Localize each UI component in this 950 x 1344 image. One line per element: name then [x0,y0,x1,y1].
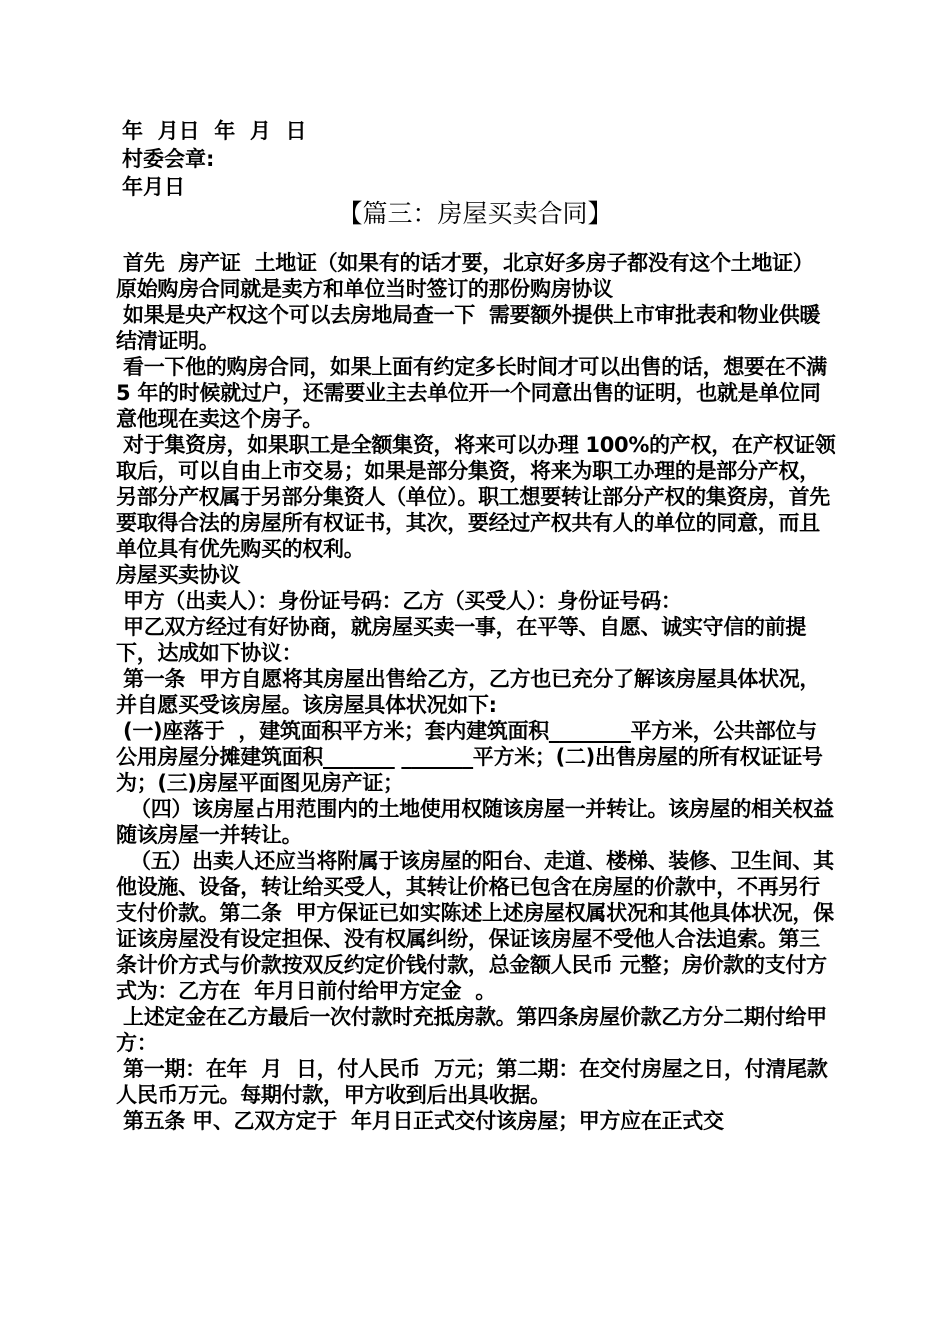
paragraph: 上述定金在乙方最后一次付款时充抵房款。第四条房屋价款乙方分二期付给甲方： [116,1005,827,1055]
paragraph: 首先 房产证 土地证（如果有的话才要，北京好多房子都没有这个土地证） 原始购房合同就是卖方和单位当时签订的那份购房协议 [116,251,828,301]
village-committee-seal-line: 村委会章: [122,147,215,171]
paragraph: 第五条 甲、乙双方定于 年月日正式交付该房屋；甲方应在正式交 [116,1109,724,1133]
agreement-heading: 房屋买卖协议 [116,563,241,587]
paragraph: 第一条 甲方自愿将其房屋出售给乙方，乙方也已充分了解该房屋具体状况，并自愿买受该房屋。该房屋具体状况如下: [116,667,821,717]
paragraph: 如果是央产权这个可以去房地局查一下 需要额外提供上市审批表和物业供暖结清证明。 [116,303,821,353]
contract-body [116,250,836,1134]
paragraph: 看一下他的购房合同，如果上面有约定多长时间才可以出售的话，想要在不满 5 年的时候就过户，还需要业主去单位开一个同意出售的证明，也就是单位同意他现在卖这个房子。 [116,355,834,431]
date-line: 年月日 [122,175,185,199]
paragraph: 甲方（出卖人）：身份证号码：乙方（买受人）：身份证号码： [116,589,682,613]
paragraph: (一)座落于 ，建筑面积平方米；套内建筑面积________平方米，公共部位与公用房屋分摊建筑面积_______ _______平方米；(二)出售房屋的所有权证证号为；(三)房屋平面图见房产证； [116,719,823,795]
date-signature-line: 年 月日 年 月 日 [122,119,307,143]
paragraph: 第一期：在年 月 日，付人民币 万元；第二期：在交付房屋之日，付清尾款人民币万元。每期付款，甲方收到后出具收据。 [116,1057,828,1107]
paragraph: 对于集资房，如果职工是全额集资，将来可以办理 100%的产权，在产权证领取后，可以自由上市交易；如果是部分集资，将来为职工办理的是部分产权，另部分产权属于另部分集资人（单位）。职工想要转让部分产权的集资房，首先要取得合法的房屋所有权证书，其次，要经过产权共有人的单位的同意，而且单位具有优先购买的权利。 [116,433,836,561]
paragraph: 甲乙双方经过有好协商，就房屋买卖一事，在平等、自愿、诚实守信的前提下，达成如下协议： [116,615,807,665]
section-title: 【篇三：房屋买卖合同】 [337,199,613,228]
paragraph: （四）该房屋占用范围内的土地使用权随该房屋一并转让。该房屋的相关权益随该房屋一并转让。 [116,797,834,847]
paragraph: （五）出卖人还应当将附属于该房屋的阳台、走道、楼梯、装修、卫生间、其他设施、设备，转让给买受人，其转让价格已包含在房屋的价款中，不再另行支付价款。第二条 甲方保证已如实陈述上述房屋权属状况和其他具体状况，保证该房屋没有设定担保、没有权属纠纷，保证该房屋不受他人合法追索。第三条计价方式与价款按双反约定价钱付款，总金额人民币 元整；房价款的支付方式为：乙方在 年月日前付给甲方定金 。 [116,849,834,1003]
